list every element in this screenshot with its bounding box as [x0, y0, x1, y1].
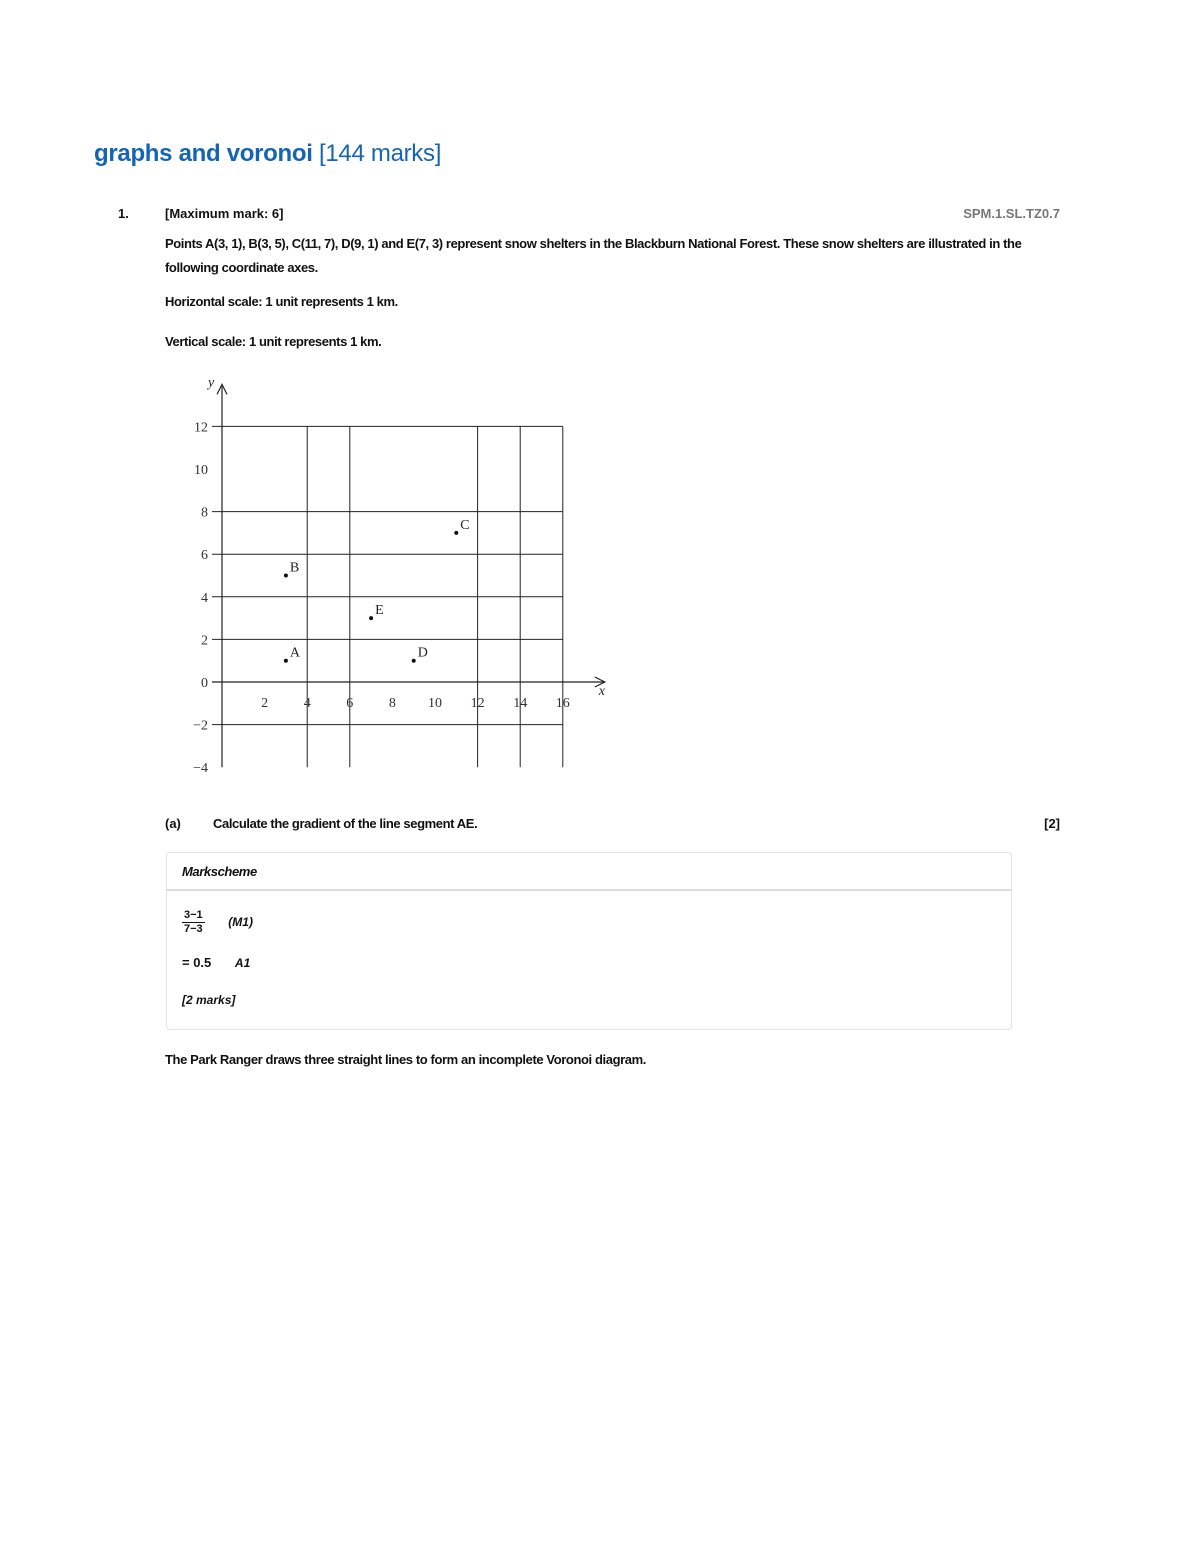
y-tick-label: 0 [201, 676, 208, 691]
followup-text: The Park Ranger draws three straight lines to form an incomplete Voronoi diagram. [165, 1052, 646, 1067]
markscheme-total: [2 marks] [182, 993, 236, 1007]
markscheme-step-1 [182, 909, 253, 936]
x-tick-label: 2 [261, 696, 269, 711]
point-d [412, 659, 416, 663]
x-axis-label: x [598, 684, 606, 699]
coordinate-graph [170, 368, 620, 778]
y-tick-label: 10 [194, 463, 208, 478]
x-tick-label: 14 [513, 696, 528, 711]
horizontal-scale-text: Horizontal scale: 1 unit represents 1 km. [165, 294, 398, 309]
y-tick-label: 6 [201, 548, 208, 564]
page-title-text: graphs and voronoi [94, 140, 313, 167]
result-mark: A1 [234, 956, 251, 970]
point-label-d: D [417, 645, 428, 661]
point-a [284, 659, 288, 663]
question-number: 1. [118, 206, 129, 221]
question-reference: SPM.1.SL.TZ0.7 [963, 206, 1060, 221]
markscheme-title: Markscheme [167, 853, 1011, 891]
x-tick-label: 10 [428, 696, 442, 711]
point-label-a: A [289, 645, 301, 661]
part-a-label: (a) [165, 816, 181, 831]
y-tick-label: 8 [201, 505, 208, 521]
x-tick-label: 12 [470, 696, 485, 711]
point-e [369, 616, 373, 620]
fraction-numerator: 3−1 [184, 909, 203, 921]
y-tick-label: 4 [201, 590, 208, 606]
markscheme-box [166, 852, 1012, 1030]
x-tick-label: 16 [555, 696, 570, 711]
part-a-text: Calculate the gradient of the line segment AE. [213, 816, 478, 831]
gradient-fraction [182, 909, 205, 936]
y-tick-label: 12 [194, 420, 208, 436]
point-label-c: C [460, 517, 470, 533]
y-axis-label: y [208, 375, 215, 391]
total-marks: [144 marks] [319, 140, 442, 167]
x-tick-label: 4 [303, 696, 311, 711]
x-tick-label: 6 [346, 696, 354, 711]
vertical-scale-text: Vertical scale: 1 unit represents 1 km. [165, 334, 382, 349]
coordinate-graph-svg [170, 368, 620, 778]
question-max-mark: [Maximum mark: 6] [165, 206, 284, 221]
result-value: = 0.5 [182, 955, 212, 970]
step-1-mark: (M1) [228, 914, 253, 929]
point-b [284, 574, 288, 578]
y-tick-label: −4 [193, 761, 208, 777]
point-c [454, 531, 458, 535]
y-tick-label: −2 [193, 718, 208, 734]
point-label-e: E [375, 603, 384, 619]
y-tick-label: 2 [201, 633, 208, 649]
page-title [94, 140, 441, 168]
fraction-denominator: 7−3 [184, 923, 203, 935]
question-intro: Points A(3, 1), B(3, 5), C(11, 7), D(9, 1) and E(7, 3) represent snow shelters in the Blackburn National Forest. These snow shelters are illustrated in the following coordinate axes. [165, 236, 1022, 275]
point-label-b: B [289, 560, 300, 576]
x-tick-label: 8 [388, 696, 396, 711]
markscheme-step-2 [182, 955, 250, 970]
part-a-marks: [2] [1044, 816, 1060, 831]
